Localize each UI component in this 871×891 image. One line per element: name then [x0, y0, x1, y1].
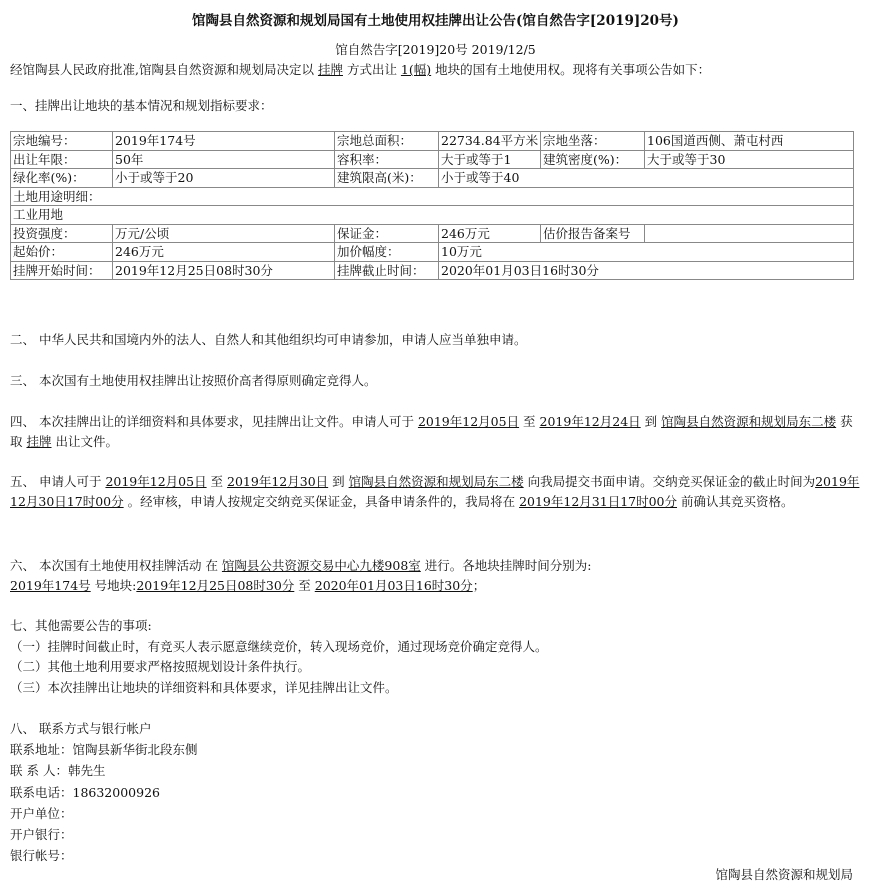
- section-1-heading: 一、挂牌出让地块的基本情况和规划指标要求：: [10, 98, 273, 113]
- issuer-signature: 馆陶县自然资源和规划局: [715, 867, 853, 882]
- table-row: 投资强度： 万元/公顷 保证金： 246万元 估价报告备案号: [11, 224, 854, 243]
- method-link: 挂牌: [317, 62, 343, 77]
- section-3: 三、 本次国有土地使用权挂牌出让按照价高者得原则确定竞得人。: [10, 373, 377, 388]
- section-6: 六、 本次国有土地使用权挂牌活动 在 馆陶县公共资源交易中心九楼908室 进行。各地块挂牌时间分别为: 2019年174号 号地块:2019年12月25日08时30分 至 2020年01月03日16时30分；: [10, 558, 592, 593]
- page-title: 馆陶县自然资源和规划局国有土地使用权挂牌出让公告(馆自然告字[2019]20号): [192, 13, 679, 29]
- parcel-count: 1(幅): [400, 62, 432, 77]
- section-4: 四、 本次挂牌出让的详细资料和具体要求，见挂牌出让文件。申请人可于 2019年12月05日 至 2019年12月24日 到 馆陶县自然资源和规划局东二楼 获取 挂牌 出让文件。: [10, 414, 853, 449]
- table-row: 宗地编号： 2019年174号 宗地总面积： 22734.84平方米 宗地坐落： 106国道西侧、萧屯村西: [11, 132, 854, 151]
- table-row: 起始价： 246万元 加价幅度： 10万元: [11, 243, 854, 262]
- venue-link: 馆陶县自然资源和规划局东二楼: [661, 414, 837, 429]
- section-5: 五、 申请人可于 2019年12月05日 至 2019年12月30日 到 馆陶县自然资源和规划局东二楼 向我局提交书面申请。交纳竞买保证金的截止时间为2019年12月30日17时00分 。经审核，申请人按规定交纳竞买保证金，具备申请条件的，我局将在 2019年12月31日17时00分 前确认其竞买资格。: [10, 474, 860, 509]
- table-row: 绿化率(%)： 小于或等于20 建筑限高(米)： 小于或等于40: [11, 169, 854, 188]
- parcel-info-table: [10, 131, 854, 280]
- section-8-contact: 八、 联系方式与银行帐户 联系地址：馆陶县新华街北段东侧 联 系 人：韩先生 联系电话：18632000926 开户单位： 开户银行： 银行帐号：: [10, 721, 198, 864]
- section-7: 七、其他需要公告的事项: （一）挂牌时间截止时，有竞买人表示愿意继续竞价，转入现场竞价，通过现场竞价确定竞得人。 （二）其他土地利用要求严格按照规划设计条件执行。 （三）本次挂牌出让地块的详细资料和具体要求，详见挂牌出让文件。: [10, 618, 548, 695]
- intro-paragraph: 经馆陶县人民政府批准,馆陶县自然资源和规划局决定以 挂牌 方式出让 1(幅) 地块的国有土地使用权。现将有关事项公告如下：: [10, 62, 711, 77]
- notice-number-date: 馆自然告字[2019]20号 2019/12/5: [335, 42, 536, 57]
- section-2: 二、 中华人民共和国境内外的法人、自然人和其他组织均可申请参加，申请人应当单独申请。: [10, 332, 527, 347]
- table-row: 挂牌开始时间： 2019年12月25日08时30分 挂牌截止时间： 2020年01月03日16时30分: [11, 261, 854, 280]
- table-row: 土地用途明细：: [11, 187, 854, 206]
- table-row: 工业用地: [11, 206, 854, 225]
- table-row: 出让年限： 50年 容积率： 大于或等于1 建筑密度(%)： 大于或等于30: [11, 150, 854, 169]
